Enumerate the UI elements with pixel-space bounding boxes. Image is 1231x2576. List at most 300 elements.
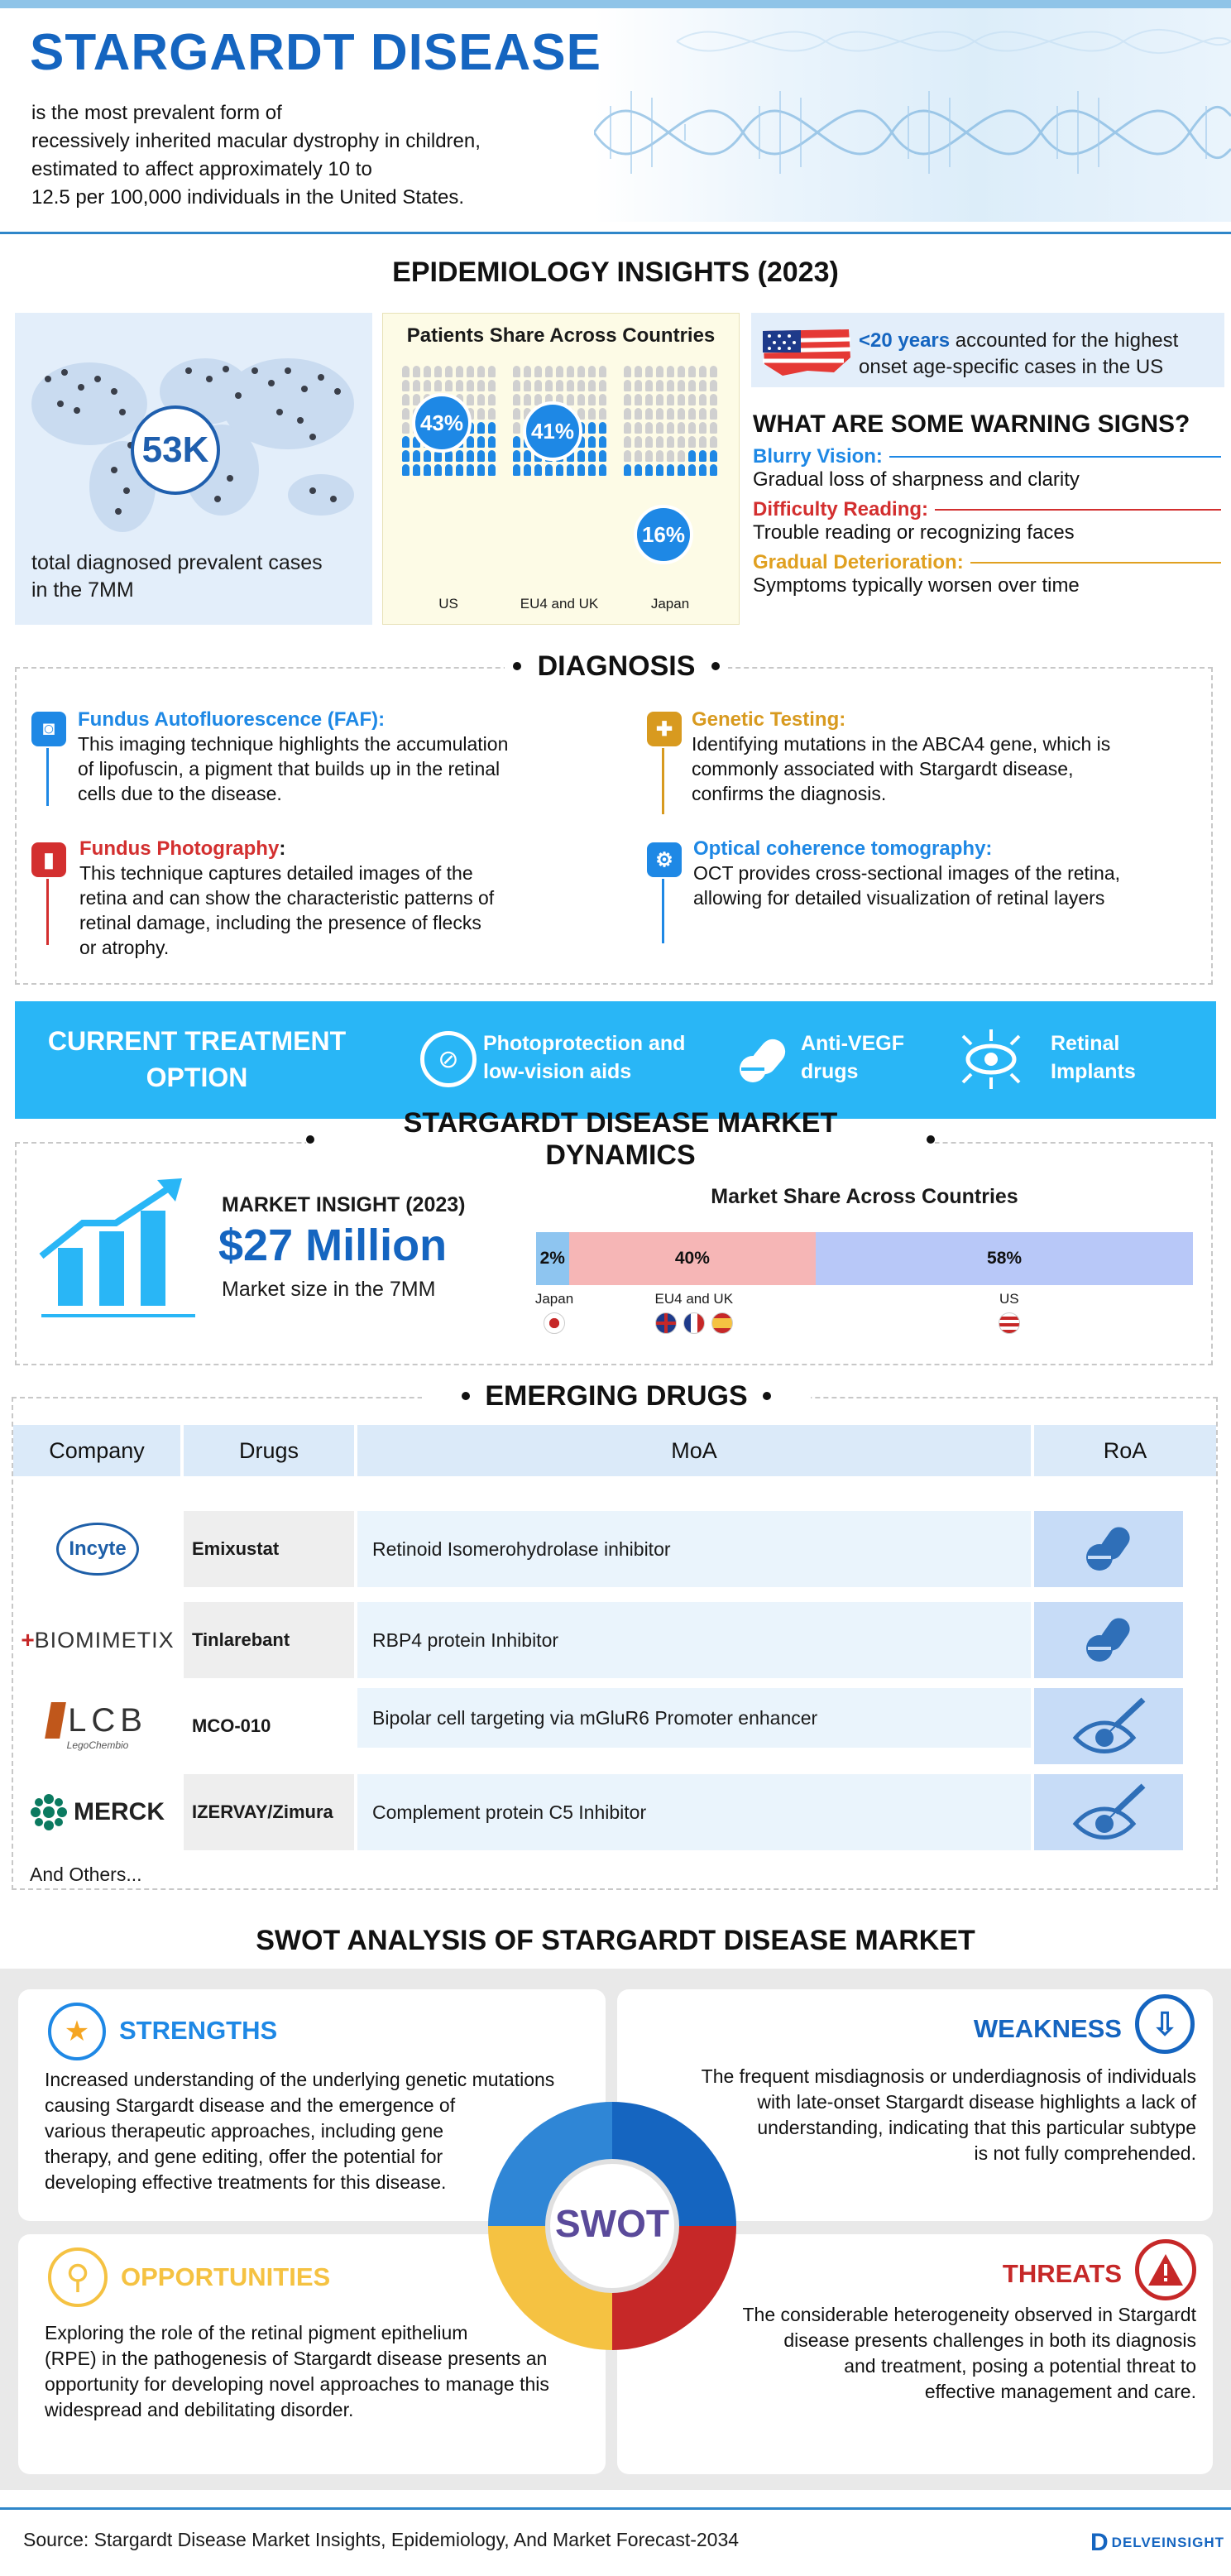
- person-icon: [710, 394, 717, 405]
- person-icon: [624, 450, 631, 462]
- warning-rule: [970, 562, 1221, 564]
- share-column: [508, 364, 611, 612]
- swot-line: Increased understanding of the underlying genetic mutations: [45, 2069, 555, 2090]
- person-icon: [456, 366, 463, 377]
- faf-body: [78, 732, 616, 806]
- logo-mark: [48, 1702, 147, 1739]
- person-icon: [688, 464, 696, 476]
- section-divider: [0, 232, 1231, 234]
- body-line: cells due to the disease.: [78, 783, 282, 804]
- person-icon: [678, 408, 685, 420]
- body-line: This imaging technique highlights the accumulation: [78, 733, 509, 755]
- flag-icon: [544, 1312, 565, 1334]
- person-icon: [488, 394, 496, 405]
- header-company: Company: [13, 1425, 180, 1476]
- share-label: EU4 and UK: [520, 596, 599, 612]
- person-icon: [667, 422, 674, 434]
- person-icon: [699, 366, 707, 377]
- person-icon: [413, 450, 420, 462]
- person-icon: [456, 464, 463, 476]
- person-icon: [488, 408, 496, 420]
- person-icon: [588, 394, 596, 405]
- person-icon: [599, 450, 606, 462]
- person-icon: [513, 366, 520, 377]
- swot-line: The frequent misdiagnosis or underdiagnosis of individuals: [701, 2065, 1196, 2087]
- share-percent: 41%: [523, 401, 582, 461]
- swot-center-label: SWOT: [555, 2202, 669, 2245]
- brand-logo: [1090, 2529, 1224, 2557]
- treatment-line: low-vision aids: [483, 1060, 632, 1083]
- person-icon: [678, 366, 685, 377]
- person-icon: [710, 422, 717, 434]
- treatment-line: Anti-VEGF: [801, 1032, 904, 1055]
- person-icon: [556, 380, 563, 391]
- fundus-body: [79, 861, 617, 960]
- person-icon: [424, 464, 431, 476]
- person-icon: [599, 408, 606, 420]
- person-icon: [678, 380, 685, 391]
- header-moa: MoA: [357, 1425, 1031, 1476]
- person-icon: [445, 464, 453, 476]
- person-icon: [645, 380, 653, 391]
- swot-line: with late-onset Stargardt disease highlights a lack of: [757, 2091, 1196, 2113]
- person-icon: [699, 380, 707, 391]
- download-arrow-icon: ⇩: [1135, 1994, 1195, 2054]
- person-icon: [645, 436, 653, 448]
- hero-line: estimated to affect approximately 10 to: [31, 158, 372, 180]
- person-icon: [688, 408, 696, 420]
- person-icon: [513, 450, 520, 462]
- emerging-title-wrap: [422, 1375, 811, 1417]
- person-icon: [710, 408, 717, 420]
- threats-heading: THREATS: [1002, 2259, 1122, 2288]
- market-share-label: EU4 and UK: [654, 1291, 734, 1307]
- person-icon: [599, 394, 606, 405]
- person-icon: [424, 450, 431, 462]
- person-icon: [599, 464, 606, 476]
- fundus-heading: [79, 837, 617, 861]
- diagnosis-title: DIAGNOSIS: [537, 650, 696, 682]
- logo-text: Incyte: [56, 1523, 139, 1576]
- oct-scan-icon: ⚙: [647, 842, 682, 877]
- diagnosed-cases-caption: [31, 549, 323, 604]
- treatment-photoprotection: [483, 1029, 685, 1086]
- top-accent-bar: [0, 0, 1231, 8]
- warning-label: Blurry Vision:: [753, 445, 883, 468]
- faf-camera-icon: ◙: [31, 712, 66, 746]
- person-icon: [467, 450, 474, 462]
- logo-text: MERCK: [74, 1798, 165, 1825]
- person-icon: [402, 380, 410, 391]
- magnifier-icon: ⚲: [48, 2247, 108, 2307]
- person-icon: [710, 380, 717, 391]
- share-column: [397, 364, 500, 612]
- share-percent: 43%: [412, 393, 472, 453]
- person-icon: [534, 464, 542, 476]
- warning-item: [753, 445, 1221, 492]
- swot-line: Exploring the role of the retinal pigment epithelium: [45, 2322, 468, 2343]
- person-icon: [524, 394, 531, 405]
- hero-line: 12.5 per 100,000 individuals in the United States.: [31, 186, 465, 209]
- caption-line: in the 7MM: [31, 578, 134, 602]
- oct-body: [693, 861, 1214, 910]
- treatment-anti-vegf: [801, 1029, 904, 1086]
- person-icon: [477, 422, 485, 434]
- person-icon: [688, 366, 696, 377]
- person-icon: [402, 394, 410, 405]
- swot-line: causing Stargardt disease and the emergence of: [45, 2094, 456, 2116]
- person-icon: [524, 366, 531, 377]
- person-icon: [513, 394, 520, 405]
- person-icon: [577, 394, 585, 405]
- person-icon: [402, 408, 410, 420]
- person-icon: [656, 422, 663, 434]
- person-icon: [688, 436, 696, 448]
- warning-item-header: [753, 551, 1221, 574]
- person-icon: [588, 464, 596, 476]
- person-icon: [467, 464, 474, 476]
- drug-name: Emixustat: [184, 1511, 354, 1587]
- country-flags: [819, 1312, 1200, 1334]
- fundus-block: [79, 837, 617, 960]
- person-icon: [645, 394, 653, 405]
- person-icon: [688, 380, 696, 391]
- person-icon: [656, 464, 663, 476]
- person-icon: [434, 366, 442, 377]
- opportunities-heading: OPPORTUNITIES: [121, 2262, 331, 2291]
- person-icon: [488, 380, 496, 391]
- company-logo-merck: [15, 1774, 180, 1850]
- treatment-line: Photoprotection and: [483, 1032, 686, 1055]
- person-icon: [667, 464, 674, 476]
- body-line: This technique captures detailed images of the: [79, 862, 473, 884]
- person-icon: [710, 464, 717, 476]
- treatment-line: drugs: [801, 1060, 859, 1083]
- treatment-title-line: OPTION: [146, 1063, 248, 1092]
- body-line: confirms the diagnosis.: [692, 783, 887, 804]
- person-icon: [488, 366, 496, 377]
- person-icon: [710, 366, 717, 377]
- hero-line: recessively inherited macular dystrophy in children,: [31, 130, 481, 152]
- hero-line: is the most prevalent form of: [31, 102, 282, 124]
- dna-banner-image: [594, 8, 1231, 222]
- person-icon: [456, 380, 463, 391]
- growth-chart-icon: [33, 1173, 199, 1322]
- patients-share-figure-columns: [397, 364, 728, 612]
- swot-line: is not fully comprehended.: [974, 2142, 1196, 2164]
- treatment-title-line: CURRENT TREATMENT: [47, 1026, 347, 1056]
- person-icon: [477, 408, 485, 420]
- warning-item-header: [753, 498, 1221, 521]
- pill-icon: [1080, 1615, 1138, 1665]
- person-icon: [688, 450, 696, 462]
- person-figure-grid: [624, 366, 723, 476]
- market-title-wrap: [306, 1107, 935, 1171]
- company-logo-lcb: [15, 1688, 180, 1764]
- person-icon: [524, 380, 531, 391]
- market-share-segment: 40%: [569, 1232, 817, 1285]
- person-icon: [699, 436, 707, 448]
- warning-text: Trouble reading or recognizing faces: [753, 521, 1075, 544]
- faf-block: [78, 708, 616, 806]
- onset-text: [859, 328, 1178, 381]
- footer-divider: [0, 2507, 1231, 2510]
- person-icon: [699, 408, 707, 420]
- country-flags: [569, 1312, 819, 1334]
- logo-bar-icon: [45, 1702, 66, 1739]
- person-icon: [577, 366, 585, 377]
- warning-rule: [935, 509, 1221, 511]
- person-icon: [599, 422, 606, 434]
- person-icon: [699, 394, 707, 405]
- bullet-dot: [763, 1392, 771, 1400]
- person-icon: [488, 450, 496, 462]
- person-icon: [667, 394, 674, 405]
- person-icon: [577, 380, 585, 391]
- person-icon: [402, 450, 410, 462]
- person-icon: [488, 436, 496, 448]
- bullet-dot: [513, 662, 521, 670]
- dna-test-icon: ✚: [647, 712, 682, 746]
- us-flag-map-icon: [758, 324, 855, 379]
- eye-injection-icon: [1067, 1693, 1150, 1759]
- person-icon: [445, 366, 453, 377]
- person-icon: [477, 380, 485, 391]
- person-icon: [667, 450, 674, 462]
- fundus-photo-icon: ▮: [31, 842, 66, 877]
- and-others-note: And Others...: [30, 1864, 142, 1885]
- logo-text: LCB: [68, 1701, 147, 1739]
- company-logo-biomimetix: [15, 1602, 180, 1678]
- person-icon: [656, 380, 663, 391]
- eye-injection-icon: [1067, 1779, 1150, 1845]
- body-line: of lipofuscin, a pigment that builds up in the retinal: [78, 758, 501, 780]
- bullet-dot: [462, 1392, 470, 1400]
- person-icon: [402, 366, 410, 377]
- caption-line: total diagnosed prevalent cases: [31, 551, 323, 574]
- strengths-text: [45, 2067, 607, 2195]
- body-line: commonly associated with Stargardt disease,: [692, 758, 1074, 780]
- bullet-dot: [306, 1135, 314, 1144]
- roa-cell: [1034, 1774, 1183, 1850]
- fundus-heading-colon: :: [279, 837, 286, 860]
- person-icon: [599, 380, 606, 391]
- person-icon: [402, 436, 410, 448]
- onset-line: accounted for the highest: [955, 329, 1179, 352]
- warning-text: Symptoms typically worsen over time: [753, 574, 1080, 597]
- onset-highlight: <20 years: [859, 329, 951, 352]
- person-icon: [667, 436, 674, 448]
- person-icon: [456, 450, 463, 462]
- person-icon: [635, 464, 642, 476]
- market-share-label: Japan: [534, 1291, 574, 1307]
- person-icon: [710, 436, 717, 448]
- swot-line: (RPE) in the pathogenesis of Stargardt disease presents an: [45, 2348, 548, 2369]
- treatment-line: Retinal: [1051, 1032, 1120, 1055]
- person-icon: [645, 422, 653, 434]
- person-icon: [567, 464, 574, 476]
- person-icon: [477, 464, 485, 476]
- warning-item: [753, 551, 1221, 597]
- person-icon: [599, 366, 606, 377]
- person-icon: [635, 366, 642, 377]
- person-icon: [678, 394, 685, 405]
- person-icon: [667, 366, 674, 377]
- person-icon: [545, 366, 553, 377]
- warning-text: Gradual loss of sharpness and clarity: [753, 468, 1080, 491]
- person-icon: [513, 436, 520, 448]
- person-icon: [413, 380, 420, 391]
- brand-name: DELVEINSIGHT: [1111, 2535, 1225, 2550]
- person-icon: [699, 464, 707, 476]
- person-icon: [624, 408, 631, 420]
- roa-cell: [1034, 1511, 1183, 1587]
- warning-item: [753, 498, 1221, 544]
- body-line: retinal damage, including the presence of flecks: [79, 912, 481, 933]
- person-icon: [477, 450, 485, 462]
- flag-icon: [999, 1312, 1020, 1334]
- warning-list: [753, 445, 1221, 604]
- header-roa: RoA: [1034, 1425, 1216, 1476]
- genetic-body: [692, 732, 1213, 806]
- oct-heading: Optical coherence tomography:: [693, 837, 993, 860]
- person-icon: [513, 408, 520, 420]
- person-icon: [588, 380, 596, 391]
- person-icon: [513, 380, 520, 391]
- person-icon: [556, 366, 563, 377]
- patients-share-title: Patients Share Across Countries: [406, 324, 716, 347]
- market-insight-label: MARKET INSIGHT (2023): [222, 1193, 466, 1216]
- person-icon: [524, 464, 531, 476]
- person-icon: [424, 366, 431, 377]
- person-icon: [424, 380, 431, 391]
- person-icon: [567, 394, 574, 405]
- diagnosis-title-wrap: [505, 645, 728, 687]
- person-icon: [624, 366, 631, 377]
- person-icon: [413, 366, 420, 377]
- person-icon: [534, 380, 542, 391]
- drug-moa: Retinoid Isomerohydrolase inhibitor: [357, 1511, 1031, 1587]
- person-icon: [524, 450, 531, 462]
- drug-name: MCO-010: [184, 1688, 354, 1764]
- body-line: OCT provides cross-sectional images of the retina,: [693, 862, 1121, 884]
- person-icon: [556, 464, 563, 476]
- person-icon: [513, 464, 520, 476]
- drug-moa: RBP4 protein Inhibitor: [357, 1602, 1031, 1678]
- person-icon: [635, 394, 642, 405]
- drug-moa: Bipolar cell targeting via mGluR6 Promoter enhancer: [357, 1688, 1031, 1748]
- market-share-labels: [536, 1291, 1193, 1341]
- epidemiology-title: EPIDEMIOLOGY INSIGHTS (2023): [392, 257, 839, 288]
- hero-title: STARGARDT DISEASE: [30, 24, 602, 81]
- bullet-dot: [927, 1135, 935, 1144]
- diagnosed-cases-value: 53K: [131, 405, 220, 495]
- genetic-heading: Genetic Testing:: [692, 708, 846, 731]
- emerging-title: EMERGING DRUGS: [485, 1379, 748, 1412]
- person-icon: [402, 422, 410, 434]
- merck-logo-icon: [31, 1794, 67, 1830]
- warning-label: Gradual Deterioration:: [753, 551, 964, 573]
- pills-icon: [736, 1033, 789, 1086]
- person-icon: [635, 408, 642, 420]
- swot-line: therapy, and gene editing, offer the potential for: [45, 2146, 443, 2167]
- source-note: Source: Stargardt Disease Market Insights, Epidemiology, And Market Forecast-2034: [23, 2529, 740, 2550]
- market-share-segment: 2%: [536, 1232, 569, 1285]
- person-icon: [624, 436, 631, 448]
- person-icon: [624, 394, 631, 405]
- logo-subtext: LegoChembio: [66, 1739, 129, 1751]
- person-icon: [656, 436, 663, 448]
- faf-heading: Fundus Autofluorescence (FAF):: [78, 708, 386, 731]
- person-icon: [413, 464, 420, 476]
- treatment-title: [23, 1023, 371, 1096]
- person-icon: [588, 408, 596, 420]
- warning-icon: [1135, 2239, 1196, 2300]
- person-icon: [635, 450, 642, 462]
- weakness-text: [629, 2064, 1196, 2166]
- person-icon: [434, 380, 442, 391]
- person-icon: [467, 394, 474, 405]
- person-icon: [635, 422, 642, 434]
- person-icon: [656, 394, 663, 405]
- opportunities-text: [45, 2320, 607, 2423]
- person-icon: [588, 366, 596, 377]
- hero-description: [31, 99, 569, 212]
- person-icon: [477, 394, 485, 405]
- person-icon: [588, 450, 596, 462]
- faf-accent-line: [46, 748, 49, 806]
- swot-line: various therapeutic approaches, including gene: [45, 2120, 444, 2142]
- person-icon: [678, 450, 685, 462]
- genetic-block: [692, 708, 1213, 806]
- genetic-accent-line: [662, 748, 664, 814]
- drug-name: IZERVAY/Zimura: [184, 1774, 354, 1850]
- person-icon: [656, 408, 663, 420]
- weakness-heading: WEAKNESS: [973, 2014, 1122, 2043]
- sun-protection-icon: ⊘: [420, 1031, 477, 1087]
- person-icon: [656, 366, 663, 377]
- person-icon: [545, 464, 553, 476]
- share-label: Japan: [650, 596, 690, 612]
- swot-line: effective management and care.: [924, 2381, 1196, 2402]
- share-column: [619, 364, 721, 612]
- market-title: STARGARDT DISEASE MARKET DYNAMICS: [403, 1107, 838, 1171]
- person-icon: [402, 464, 410, 476]
- swot-line: disease presents challenges in both its diagnosis: [783, 2329, 1196, 2351]
- person-icon: [678, 436, 685, 448]
- person-icon: [445, 380, 453, 391]
- warning-label: Difficulty Reading:: [753, 498, 929, 520]
- person-icon: [656, 450, 663, 462]
- person-icon: [588, 436, 596, 448]
- person-icon: [467, 380, 474, 391]
- onset-line: onset age-specific cases in the US: [859, 356, 1164, 378]
- onset-warning-panel: [751, 313, 1224, 625]
- market-caption: Market size in the 7MM: [222, 1278, 436, 1301]
- person-icon: [588, 422, 596, 434]
- person-icon: [645, 366, 653, 377]
- person-icon: [577, 464, 585, 476]
- person-icon: [488, 422, 496, 434]
- swot-line: developing effective treatments for this disease.: [45, 2171, 447, 2193]
- person-icon: [567, 380, 574, 391]
- threats-text: [629, 2302, 1196, 2405]
- person-icon: [599, 436, 606, 448]
- person-icon: [624, 380, 631, 391]
- swot-title: SWOT ANALYSIS OF STARGARDT DISEASE MARKET: [256, 1925, 975, 1956]
- person-icon: [688, 394, 696, 405]
- market-share-title: Market Share Across Countries: [711, 1185, 1018, 1208]
